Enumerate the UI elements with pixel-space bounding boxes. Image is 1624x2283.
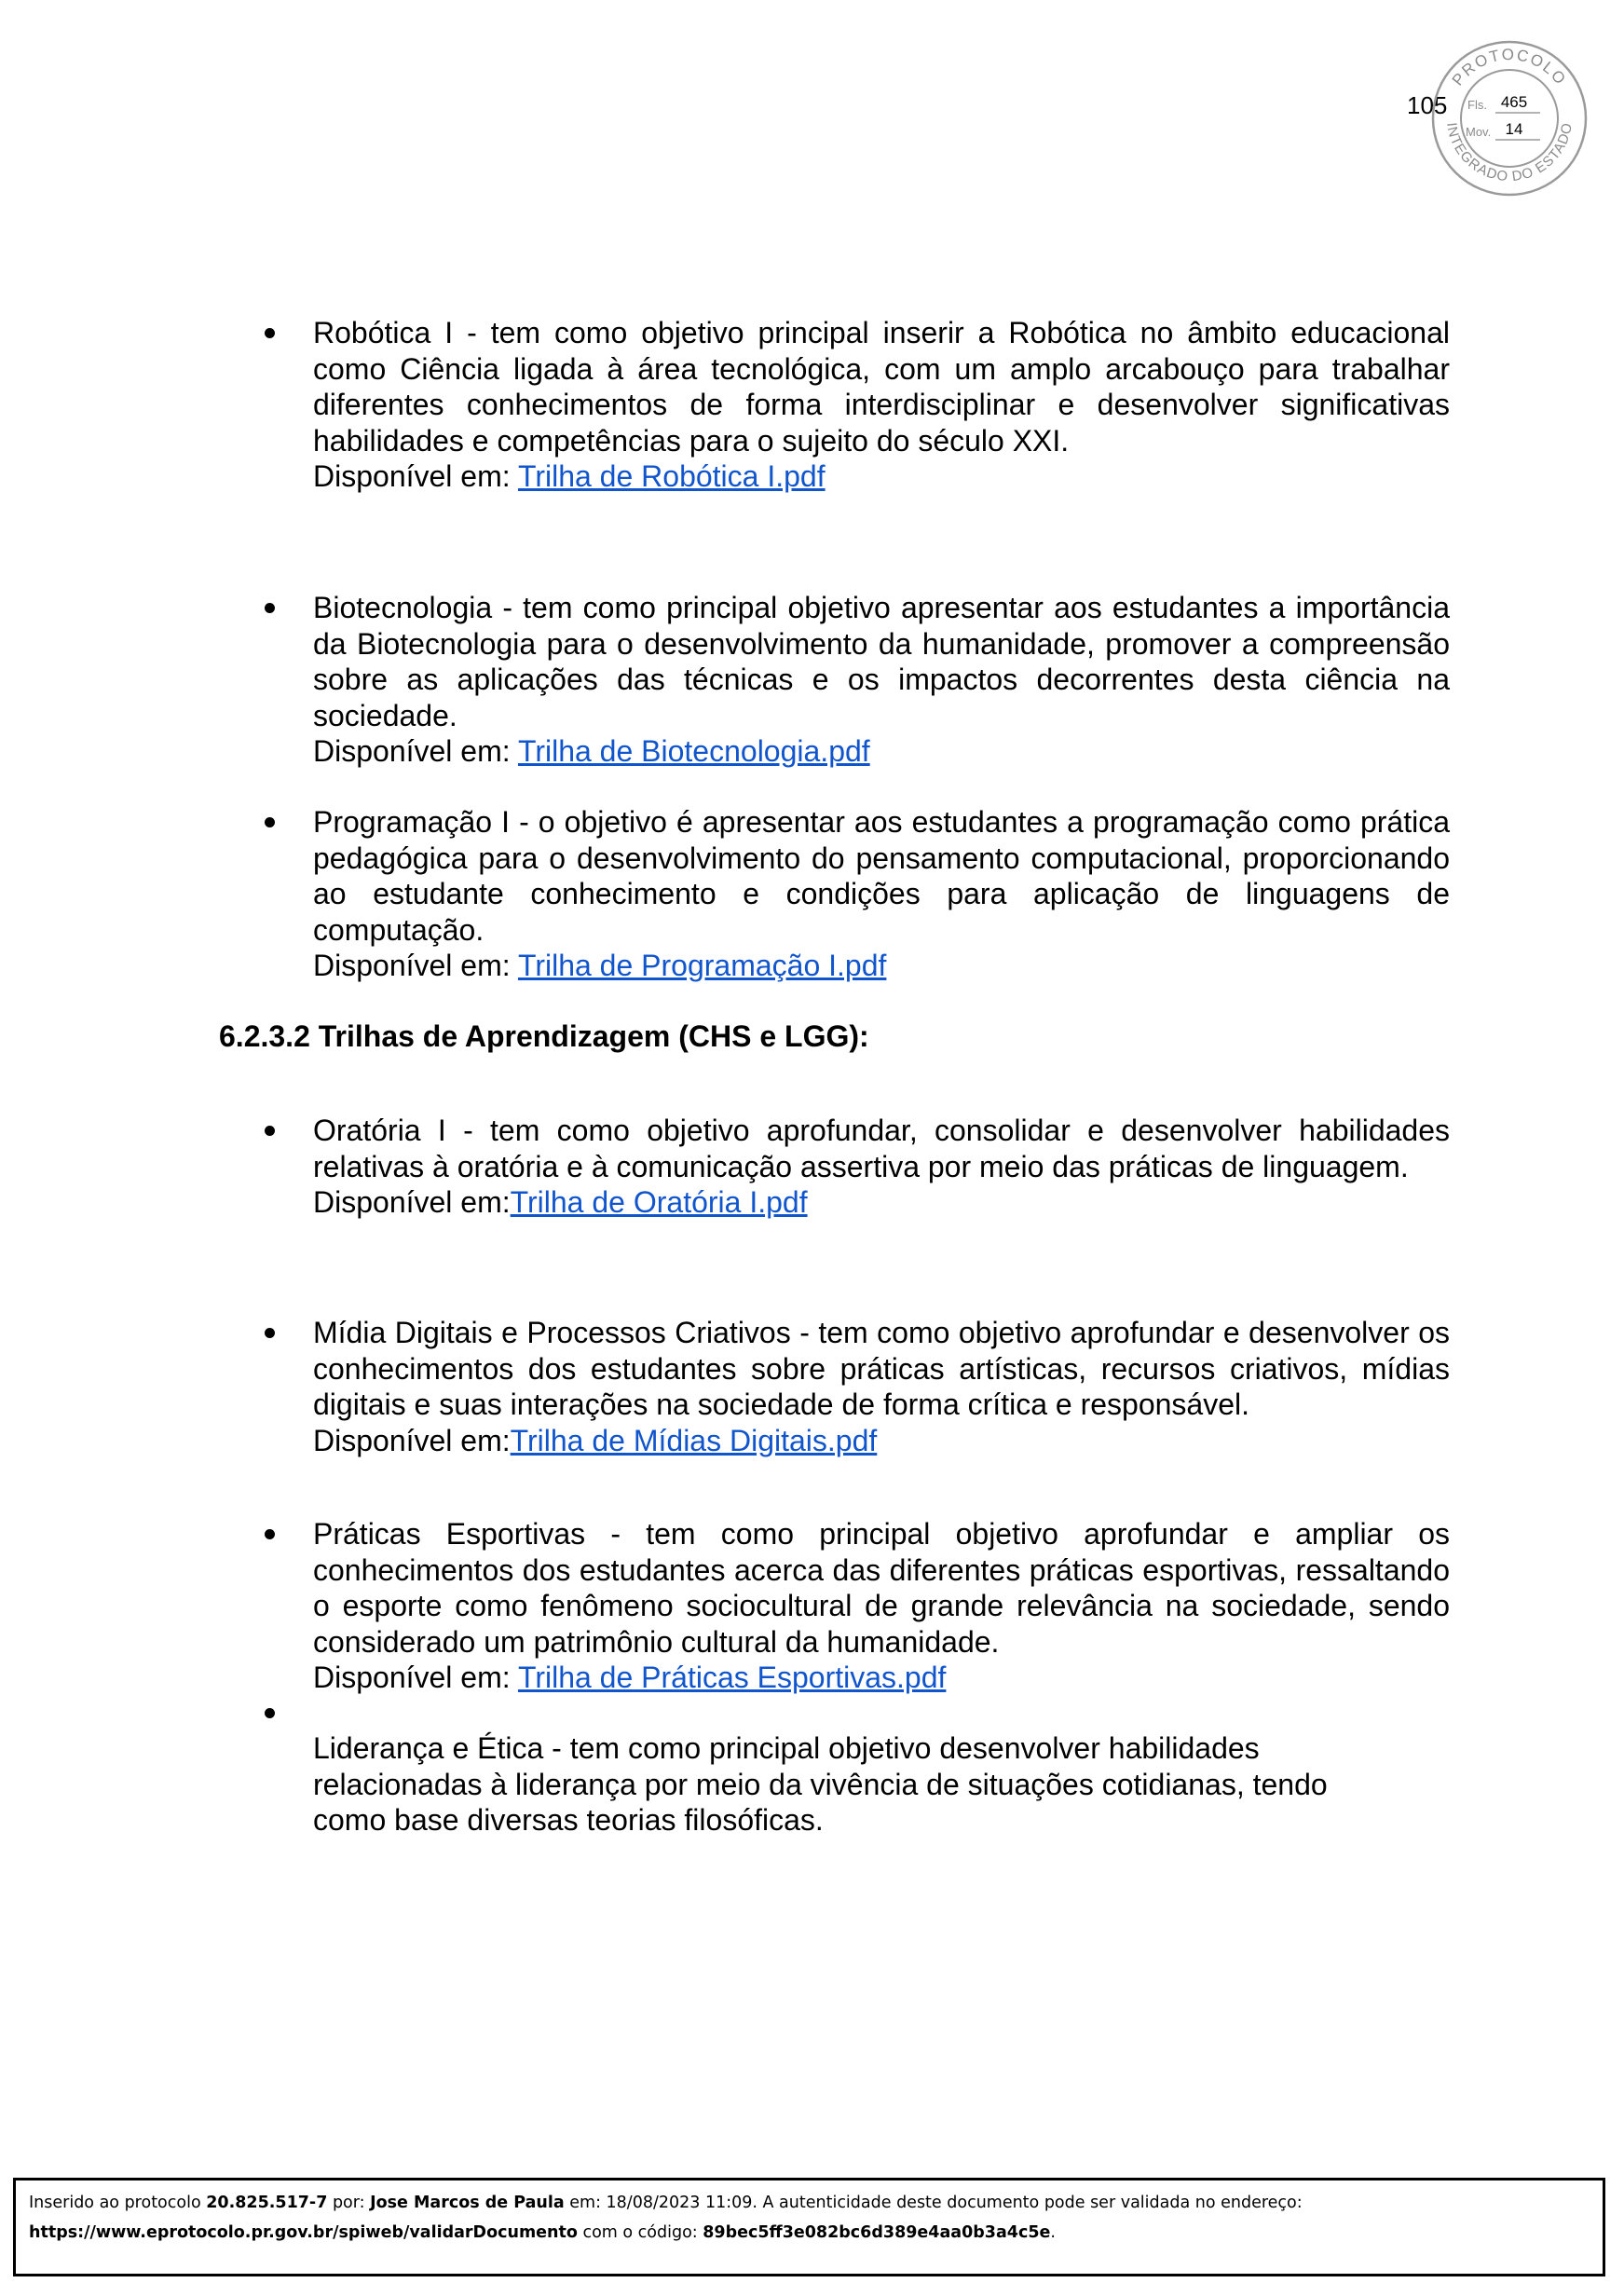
footer-line-2: https://www.eprotocolo.pr.gov.br/spiweb/validarDocumento com o código: 89bec5ff3e082bc6d389e4aa0b3a4c5e.	[29, 2223, 1056, 2242]
item-description: Mídia Digitais e Processos Criativos - tem como objetivo aprofundar e desenvolver os conhecimentos dos estudantes sobre práticas artísticas, recursos criativos, mídias digitais e suas interações na sociedade de forma crítica e responsável.	[313, 1316, 1450, 1421]
bullet-icon	[265, 1328, 275, 1338]
item-description: Oratória I - tem como objetivo aprofundar, consolidar e desenvolver habilidades relativas à oratória e à comunicação assertiva por meio das práticas de linguagem.	[313, 1114, 1450, 1183]
bullet-icon	[265, 817, 275, 827]
item-description: Robótica I - tem como objetivo principal inserir a Robótica no âmbito educacional como Ciência ligada à área tecnológica, com um amplo arcabouço para trabalhar diferentes conhecimentos de forma interdisciplinar e desenvolver significativas habilidades e competências para o sujeito do século XXI.	[313, 316, 1450, 458]
available-label: Disponível em:	[313, 949, 518, 982]
footer-url[interactable]: https://www.eprotocolo.pr.gov.br/spiweb/validarDocumento	[29, 2223, 578, 2242]
stamp-fls-value: 465	[1500, 93, 1528, 111]
list-item-programacao	[313, 804, 1450, 984]
available-label: Disponível em:	[313, 1661, 518, 1694]
link-trilha-robotica[interactable]: Trilha de Robótica I.pdf	[517, 459, 826, 493]
bullet-icon	[265, 603, 275, 613]
available-label: Disponível em:	[313, 459, 518, 493]
item-availability	[313, 458, 1450, 495]
link-trilha-programacao[interactable]: Trilha de Programação I.pdf	[517, 949, 887, 982]
item-availability	[313, 1423, 1450, 1459]
bullet-icon	[265, 1708, 275, 1718]
available-label: Disponível em:	[313, 1423, 511, 1457]
item-availability	[313, 1184, 1450, 1221]
list-item-midias-digitais	[313, 1315, 1450, 1458]
bullet-icon	[265, 1529, 275, 1539]
bullet-icon	[265, 1126, 275, 1136]
stamp-ring-bottom: INTEGRADO DO ESTADO	[1443, 121, 1576, 185]
section-heading: 6.2.3.2 Trilhas de Aprendizagem (CHS e LGG):	[219, 1019, 869, 1053]
footer-code: 89bec5ff3e082bc6d389e4aa0b3a4c5e	[703, 2223, 1051, 2242]
protocol-stamp	[1430, 39, 1589, 198]
item-availability	[313, 948, 1450, 984]
stamp-fls-label: Fls.	[1467, 98, 1487, 112]
item-description: Programação I - o objetivo é apresentar aos estudantes a programação como prática pedagógica para o desenvolvimento do pensamento computacional, proporcionando ao estudante conhecimento e condições para aplicação de linguagens de computação.	[313, 805, 1450, 947]
stamp-mov-label: Mov.	[1466, 125, 1492, 139]
list-item-lideranca	[313, 1730, 1366, 1839]
bullet-icon	[265, 328, 275, 338]
stamp-ring-top: PROTOCOLO	[1448, 45, 1571, 89]
footer-protocol: 20.825.517-7	[206, 2194, 328, 2212]
link-trilha-oratoria[interactable]: Trilha de Oratória I.pdf	[510, 1185, 808, 1219]
list-item-praticas-esportivas	[313, 1516, 1450, 1696]
item-availability	[313, 1660, 1450, 1696]
footer-author: Jose Marcos de Paula	[370, 2194, 565, 2212]
list-item-robotica	[313, 315, 1450, 495]
item-description: Práticas Esportivas - tem como principal objetivo aprofundar e ampliar os conhecimentos dos estudantes acerca das diferentes práticas esportivas, ressaltando o esporte como fenômeno sociocultural de grande relevância na sociedade, sendo considerado um patrimônio cultural da humanidade.	[313, 1517, 1450, 1659]
available-label: Disponível em:	[313, 1185, 511, 1219]
item-description: Biotecnologia - tem como principal objetivo apresentar aos estudantes a importância da Biotecnologia para o desenvolvimento da humanidade, promover a compreensão sobre as aplicações das técnicas e os impactos decorrentes desta ciência na sociedade.	[313, 591, 1450, 732]
link-trilha-biotecnologia[interactable]: Trilha de Biotecnologia.pdf	[517, 734, 870, 768]
footer-line-1: Inserido ao protocolo 20.825.517-7 por: Jose Marcos de Paula em: 18/08/2023 11:09. A autenticidade deste documento pode ser validada no endereço:	[29, 2194, 1303, 2212]
link-trilha-praticas-esportivas[interactable]: Trilha de Práticas Esportivas.pdf	[517, 1661, 947, 1694]
empty-bullet-item	[313, 1695, 1450, 1730]
list-item-biotecnologia	[313, 590, 1450, 770]
page-number: 105	[1407, 91, 1448, 119]
list-item-oratoria	[313, 1113, 1450, 1221]
footer-validation-box	[13, 2178, 1605, 2276]
link-trilha-midias-digitais[interactable]: Trilha de Mídias Digitais.pdf	[510, 1423, 878, 1457]
item-availability	[313, 733, 1450, 770]
stamp-mov-value: 14	[1505, 120, 1523, 138]
item-description: Liderança e Ética - tem como principal objetivo desenvolver habilidades relacionadas à liderança por meio da vivência de situações cotidianas, tendo como base diversas teorias filosóficas.	[313, 1731, 1328, 1837]
available-label: Disponível em:	[313, 734, 518, 768]
